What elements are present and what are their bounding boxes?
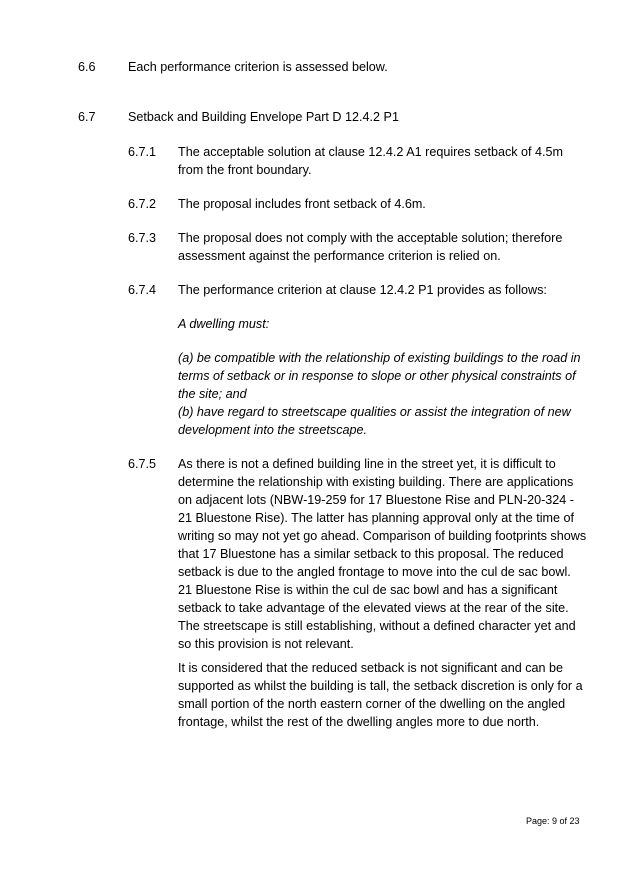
text-line: The performance criterion at clause 12.4.2 P1 provides as follows: [178, 283, 547, 297]
text-line: determine the relationship with existing building. There are applications [178, 475, 574, 489]
subsection-number: 6.7.2 [128, 197, 157, 211]
text-line: A dwelling must: [178, 317, 270, 331]
page-number: Page: 9 of 23 [526, 816, 580, 826]
text-line: The proposal does not comply with the acceptable solution; therefore [178, 231, 563, 245]
section-number: 6.6 [78, 60, 96, 74]
text-line: the site; and [178, 387, 247, 401]
text-line: 21 Bluestone Rise is within the cul de sac bowl and has a significant [178, 583, 558, 597]
text-line: development into the streetscape. [178, 423, 368, 437]
text-line: setback to take advantage of the elevated views at the rear of the site. [178, 601, 569, 615]
text-line: assessment against the performance criterion is relied on. [178, 249, 501, 263]
text-line: setback is due to the angled frontage to move into the cul de sac bowl. [178, 565, 571, 579]
section-number: 6.7 [78, 110, 96, 124]
text-line: that 17 Bluestone has a similar setback to this proposal. The reduced [178, 547, 564, 561]
quote-block [178, 349, 581, 439]
subsection-text [178, 195, 426, 213]
section-heading: Setback and Building Envelope Part D 12.4.2 P1 [128, 110, 399, 124]
subsection-number: 6.7.4 [128, 283, 157, 297]
quote-intro [178, 315, 269, 333]
text-line: frontage, whilst the rest of the dwelling angles more to due north. [178, 715, 540, 729]
subsection-text [178, 229, 562, 265]
text-line: so this provision is not relevant. [178, 637, 354, 651]
subsection-number: 6.7.3 [128, 231, 157, 245]
subsection-text [178, 143, 563, 179]
text-line: small portion of the north eastern corner of the dwelling on the angled [178, 697, 566, 711]
text-line: on adjacent lots (NBW-19-259 for 17 Bluestone Rise and PLN-20-324 - [178, 493, 574, 507]
section-text: Each performance criterion is assessed below. [128, 60, 388, 74]
text-line: The proposal includes front setback of 4.6m. [178, 197, 426, 211]
text-line: As there is not a defined building line in the street yet, it is difficult to [178, 457, 556, 471]
subsection-text [178, 281, 547, 299]
text-line: from the front boundary. [178, 163, 312, 177]
subsection-number: 6.7.1 [128, 145, 157, 159]
text-line: 21 Bluestone Rise). The latter has planning approval only at the time of [178, 511, 575, 525]
subsection-text [178, 455, 586, 653]
text-line: The acceptable solution at clause 12.4.2 A1 requires setback of 4.5m [178, 145, 564, 159]
conclusion-paragraph [178, 659, 583, 731]
text-line: The streetscape is still establishing, without a defined character yet and [178, 619, 576, 633]
text-line: It is considered that the reduced setback is not significant and can be [178, 661, 564, 675]
text-line: terms of setback or in response to slope or other physical constraints of [178, 369, 576, 383]
subsection-number: 6.7.5 [128, 457, 157, 471]
text-line: writing so may not yet go ahead. Comparison of building footprints shows [178, 529, 587, 543]
text-line: (b) have regard to streetscape qualities or assist the integration of new [178, 405, 571, 419]
text-line: (a) be compatible with the relationship of existing buildings to the road in [178, 351, 581, 365]
text-line: supported as whilst the building is tall, the setback discretion is only for a [178, 679, 583, 693]
